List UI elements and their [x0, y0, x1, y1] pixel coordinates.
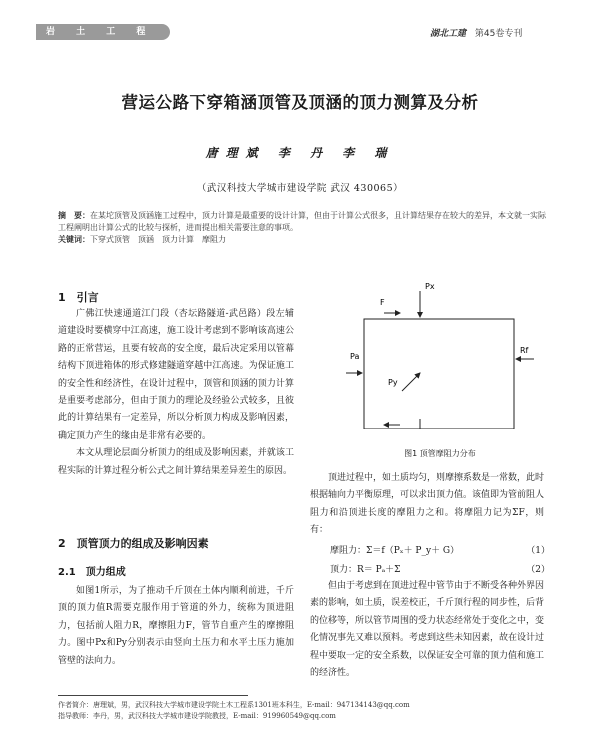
abstract-text: 在某坨顶管及顶涵施工过程中，顶力计算是最重要的设计计算，但由于计算公式很多，且计算结果存在较大的差异，本文就一实际工程阐明出计算公式的比较与探析，进而提出相关需要注意的事项。 [58, 211, 546, 232]
section-1-paragraph-1: 广佛江快速通道江门段（杏坛路隧道-武邑路）段左辅道建设时要横穿中江高速，施工设计考虑到不影响该高速公路的正常营运，且要有较高的安全度，最后决定采用以管幕结构下顶进箱体的形式修建隧道穿越中江高速。为保证施工的安全性和经济性，在设计过程中，顶管和顶涵的顶力计算是重要考虑部分，但由于顶力的理论及经验公式较多，且彼此的计算结果有一定差异，所以分析顶力构成及影响因素，确定顶力产生的缘由是非常有必要的。 [58, 309, 294, 441]
journal-info [430, 26, 522, 39]
footnote-advisor: 指导教师：李丹，男，武汉科技大学城市建设学院教授，E-mail：919960549@qq.com [58, 712, 336, 720]
affiliation: （武汉科技大学城市建设学院 武汉 430065） [196, 183, 404, 194]
section-1-paragraph-2: 本文从理论层面分析顶力的组成及影响因素，并就该工程实际的计算过程分析公式之间计算结果差异差生的原因。 [58, 448, 294, 476]
equation-1 [330, 543, 550, 556]
equation-2 [330, 562, 550, 575]
py-arrow [402, 373, 420, 391]
section-2-1-title: 2.1 顶力组成 [58, 567, 126, 578]
right-column-para-1 [310, 470, 544, 540]
paper-title: 营运公路下穿箱涵顶管及顶涵的顶力测算及分析 [121, 93, 479, 112]
authors: 唐理斌 李 丹 李 瑞 [205, 146, 395, 160]
keywords: 下穿式顶管 顶涵 顶力计算 摩阻力 [90, 235, 226, 244]
journal-name: 湖北工建 [430, 29, 467, 39]
figure-1-diagram [340, 279, 540, 429]
equation-2-text: 顶力：R＝ Pₐ＋Σ [330, 565, 401, 575]
section-2-title: 2 顶管顶力的组成及影响因素 [58, 537, 209, 550]
footnote-divider [58, 695, 248, 696]
py-label: Py [388, 378, 398, 387]
right-paragraph-2: 但由于考虑到在顶进过程中管节由于不断受各种外界因素的影响，如土质，误差校正，千斤顶行程的同步性，后背的位移等，所以管节周围的受力状态经常处于变化之中，变化情况事先又难以预料。考虑到这些未知因素，故在设计过程中要取一定的安全系数，以保证安全可靠的顶力值和施工的经济性。 [310, 581, 545, 679]
section-1-title: 1 引言 [58, 291, 99, 304]
abstract-body [58, 210, 548, 234]
keywords-line [58, 234, 548, 246]
journal-issue: 第45卷专刊 [474, 29, 523, 39]
equation-1-text: 摩阻力：Σ＝f（Pₓ＋ P_y＋ G） [330, 546, 460, 556]
pipe-section-box [364, 319, 514, 429]
section-2-paragraph: 如图1所示，为了推动千斤顶在土体内顺利前进，千斤顶的顶力值R需要克服作用于管道的外力，统称为顶进阻力，包括前人阻力R，摩擦阻力F，管节自重产生的摩擦阻力。图中Px和Py分别表示由竖向土压力和水平土压力施加管壁的法向力。 [58, 586, 294, 666]
right-column-para-2 [310, 578, 544, 682]
right-paragraph-1: 顶进过程中，如土质均匀，则摩擦系数是一常数，此时根据轴向力平衡原理，可以求出顶力值。该值即为管前阻人阻力和沿顶进长度的摩阻力之和。将摩阻力记为ΣF，则有： [310, 473, 545, 536]
section-label: 岩 土 工 程 [46, 27, 155, 37]
footnote-author: 作者简介：唐理斌，男，武汉科技大学城市建设学院土木工程系1301班本科生，E-mail：947134143@qq.com [58, 701, 410, 709]
px-label: Px [425, 282, 435, 291]
section-1-body [58, 306, 294, 480]
footnotes [58, 700, 558, 722]
rf-label: Rf [520, 346, 529, 355]
equation-2-number: （2） [526, 565, 550, 575]
pa-label: Pa [350, 352, 360, 361]
equation-1-number: （1） [526, 546, 550, 556]
abstract-label: 摘 要： [58, 211, 90, 220]
keywords-label: 关键词： [58, 235, 90, 244]
f-label: F [380, 298, 385, 307]
section-label-band [36, 24, 170, 40]
abstract [58, 210, 548, 246]
section-2-body [58, 583, 294, 670]
figure-1-caption: 图1 顶管摩阻力分布 [404, 449, 476, 458]
